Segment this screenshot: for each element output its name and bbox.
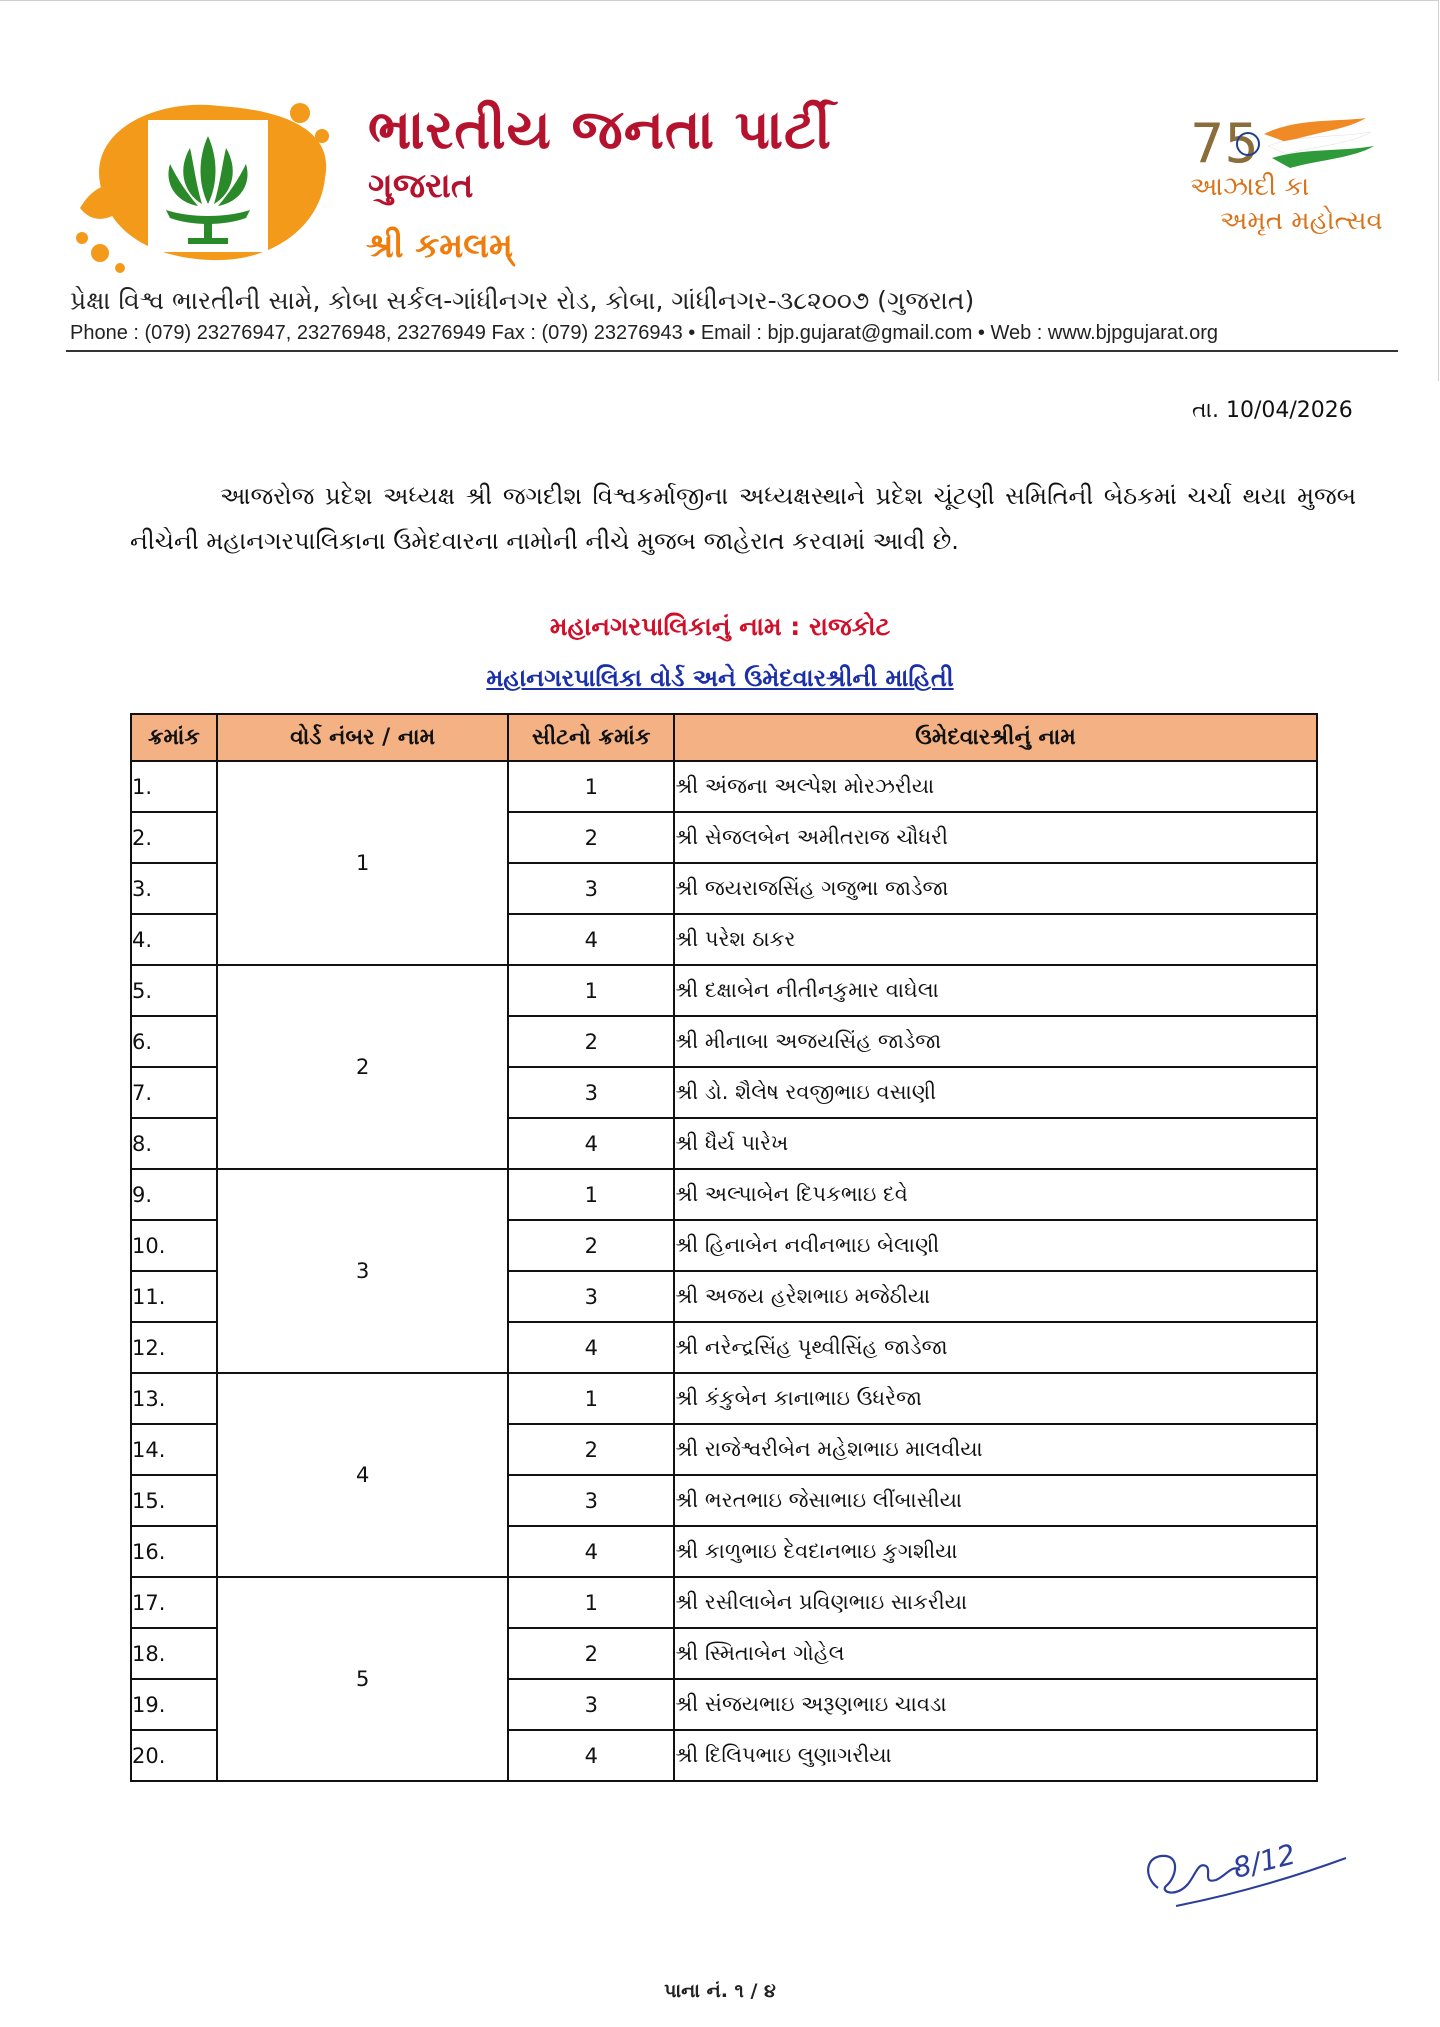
seat-cell: 4 (508, 914, 674, 965)
serial-cell: 10. (131, 1220, 217, 1271)
candidate-name-cell: શ્રી સેજલબેન અમીતરાજ ચૌધરી (674, 812, 1317, 863)
candidate-table-body (131, 761, 1317, 1781)
seat-cell: 2 (508, 1016, 674, 1067)
serial-cell: 12. (131, 1322, 217, 1373)
ward-cell: 1 (217, 761, 508, 965)
seat-cell: 2 (508, 1424, 674, 1475)
seat-cell: 1 (508, 761, 674, 812)
candidate-name-cell: શ્રી અલ્પાબેન દિપકભાઇ દવે (674, 1169, 1317, 1220)
candidate-table (130, 713, 1318, 1782)
serial-cell: 3. (131, 863, 217, 914)
intro-paragraph: આજરોજ પ્રદેશ અધ્યક્ષ શ્રી જગદીશ વિશ્વકર્માજીના અધ્યક્ષસ્થાને પ્રદેશ ચૂંટણી સમિતિની બેઠકમાં ચર્ચા થયા મુજબ નીચેની મહાનગરપાલિકાના ઉમેદવારના નામોની નીચે મુજબ જાહેરાત કરવામાં આવી છે. (130, 482, 1356, 555)
serial-cell: 13. (131, 1373, 217, 1424)
seat-cell: 4 (508, 1322, 674, 1373)
candidate-name-cell: શ્રી ભરતભાઇ જેસાભાઇ લીંબાસીયા (674, 1475, 1317, 1526)
candidate-name-cell: શ્રી ડો. શૈલેષ રવજીભાઇ વસાણી (674, 1067, 1317, 1118)
table-title-text: મહાનગરપાલિકા વોર્ડ અને ઉમેદવારશ્રીની માહિતી (486, 664, 954, 692)
seat-cell: 1 (508, 1373, 674, 1424)
bjp-lotus-logo (70, 88, 340, 278)
seat-cell: 3 (508, 1271, 674, 1322)
corporation-title: મહાનગરપાલિકાનું નામ : રાજકોટ (549, 612, 891, 641)
seat-cell: 2 (508, 1628, 674, 1679)
ward-cell: 5 (217, 1577, 508, 1781)
table-header-row (131, 714, 1317, 761)
candidate-name-cell: શ્રી મીનાબા અજયસિંહ જાડેજા (674, 1016, 1317, 1067)
page-number: પાના નં. ૧ / ૪ (664, 1980, 776, 2002)
serial-cell: 14. (131, 1424, 217, 1475)
serial-cell: 16. (131, 1526, 217, 1577)
candidate-name-cell: શ્રી કંકુબેન કાનાભાઇ ઉધરેજા (674, 1373, 1317, 1424)
serial-cell: 4. (131, 914, 217, 965)
candidate-name-cell: શ્રી નરેન્દ્રસિંહ પૃથ્વીસિંહ જાડેજા (674, 1322, 1317, 1373)
header-serial: ક્રમાંક (131, 714, 217, 761)
table-row (131, 1169, 1317, 1220)
seat-cell: 3 (508, 1475, 674, 1526)
table-row (131, 761, 1317, 812)
candidate-name-cell: શ્રી ધૈર્ય પારેખ (674, 1118, 1317, 1169)
seat-cell: 3 (508, 1679, 674, 1730)
serial-cell: 11. (131, 1271, 217, 1322)
serial-cell: 15. (131, 1475, 217, 1526)
seat-cell: 4 (508, 1118, 674, 1169)
seat-cell: 1 (508, 1169, 674, 1220)
table-title (0, 664, 1440, 692)
table-row (131, 1373, 1317, 1424)
seat-cell: 1 (508, 1577, 674, 1628)
seat-cell: 2 (508, 1220, 674, 1271)
candidate-name-cell: શ્રી પરેશ ઠાકર (674, 914, 1317, 965)
serial-cell: 7. (131, 1067, 217, 1118)
header-candidate: ઉમેદવારશ્રીનું નામ (674, 714, 1317, 761)
header-divider (66, 350, 1398, 352)
azadi-line-1: આઝાદી કા (1190, 172, 1310, 202)
seat-cell: 1 (508, 965, 674, 1016)
ward-cell: 2 (217, 965, 508, 1169)
azadi-number: 75 (1190, 112, 1259, 175)
candidate-name-cell: શ્રી દિલિપભાઇ લુણાગરીયા (674, 1730, 1317, 1781)
office-name: શ્રી કમલમ્ (366, 226, 513, 266)
candidate-name-cell: શ્રી અંજના અલ્પેશ મોરઝરીયા (674, 761, 1317, 812)
serial-cell: 5. (131, 965, 217, 1016)
serial-cell: 8. (131, 1118, 217, 1169)
candidate-name-cell: શ્રી કાળુભાઇ દેવદાનભાઇ કુગશીયા (674, 1526, 1317, 1577)
seat-cell: 3 (508, 1067, 674, 1118)
candidate-name-cell: શ્રી રાજેશ્વરીબેન મહેશભાઇ માલવીયા (674, 1424, 1317, 1475)
candidate-name-cell: શ્રી રસીલાબેન પ્રવિણભાઇ સાકરીયા (674, 1577, 1317, 1628)
candidate-name-cell: શ્રી સંજયભાઇ અરૂણભાઇ ચાવડા (674, 1679, 1317, 1730)
candidate-name-cell: શ્રી જયરાજસિંહ ગજુભા જાડેજા (674, 863, 1317, 914)
serial-cell: 19. (131, 1679, 217, 1730)
signature-text: 8/12 (1229, 1837, 1299, 1885)
serial-cell: 18. (131, 1628, 217, 1679)
azadi-line-2: અમૃત મહોત્સવ (1220, 206, 1383, 236)
document-date: તા. 10/04/2026 (1192, 398, 1353, 423)
contact-line: Phone : (079) 23276947, 23276948, 23276949 Fax : (079) 23276943 • Email : bjp.gujarat@gmail.com • Web : www.bjpgujarat.org (70, 322, 1218, 344)
ward-cell: 3 (217, 1169, 508, 1373)
office-address: પ્રેક્ષા વિશ્વ ભારતીની સામે, કોબા સર્કલ-ગાંધીનગર રોડ, કોબા, ગાંધીનગર-૩૮૨૦૦૭ (ગુજરાત) (70, 286, 975, 315)
seat-cell: 4 (508, 1526, 674, 1577)
handwritten-signature (1136, 1826, 1356, 1916)
seat-cell: 3 (508, 863, 674, 914)
serial-cell: 2. (131, 812, 217, 863)
serial-cell: 20. (131, 1730, 217, 1781)
table-row (131, 965, 1317, 1016)
ward-cell: 4 (217, 1373, 508, 1577)
seat-cell: 2 (508, 812, 674, 863)
seat-cell: 4 (508, 1730, 674, 1781)
serial-cell: 6. (131, 1016, 217, 1067)
org-state: ગુજરાત (368, 166, 474, 206)
candidate-name-cell: શ્રી દક્ષાબેન નીતીનકુમાર વાઘેલા (674, 965, 1317, 1016)
serial-cell: 9. (131, 1169, 217, 1220)
candidate-name-cell: શ્રી સ્મિતાબેન ગોહેલ (674, 1628, 1317, 1679)
candidate-name-cell: શ્રી અજય હરેશભાઇ મજેઠીયા (674, 1271, 1317, 1322)
org-title: ભારતીય જનતા પાર્ટી (368, 98, 832, 161)
header-seat: સીટનો ક્રમાંક (508, 714, 674, 761)
serial-cell: 17. (131, 1577, 217, 1628)
candidate-name-cell: શ્રી હિનાબેન નવીનભાઇ બેલાણી (674, 1220, 1317, 1271)
serial-cell: 1. (131, 761, 217, 812)
header-ward: વોર્ડ નંબર / નામ (217, 714, 508, 761)
table-row (131, 1577, 1317, 1628)
